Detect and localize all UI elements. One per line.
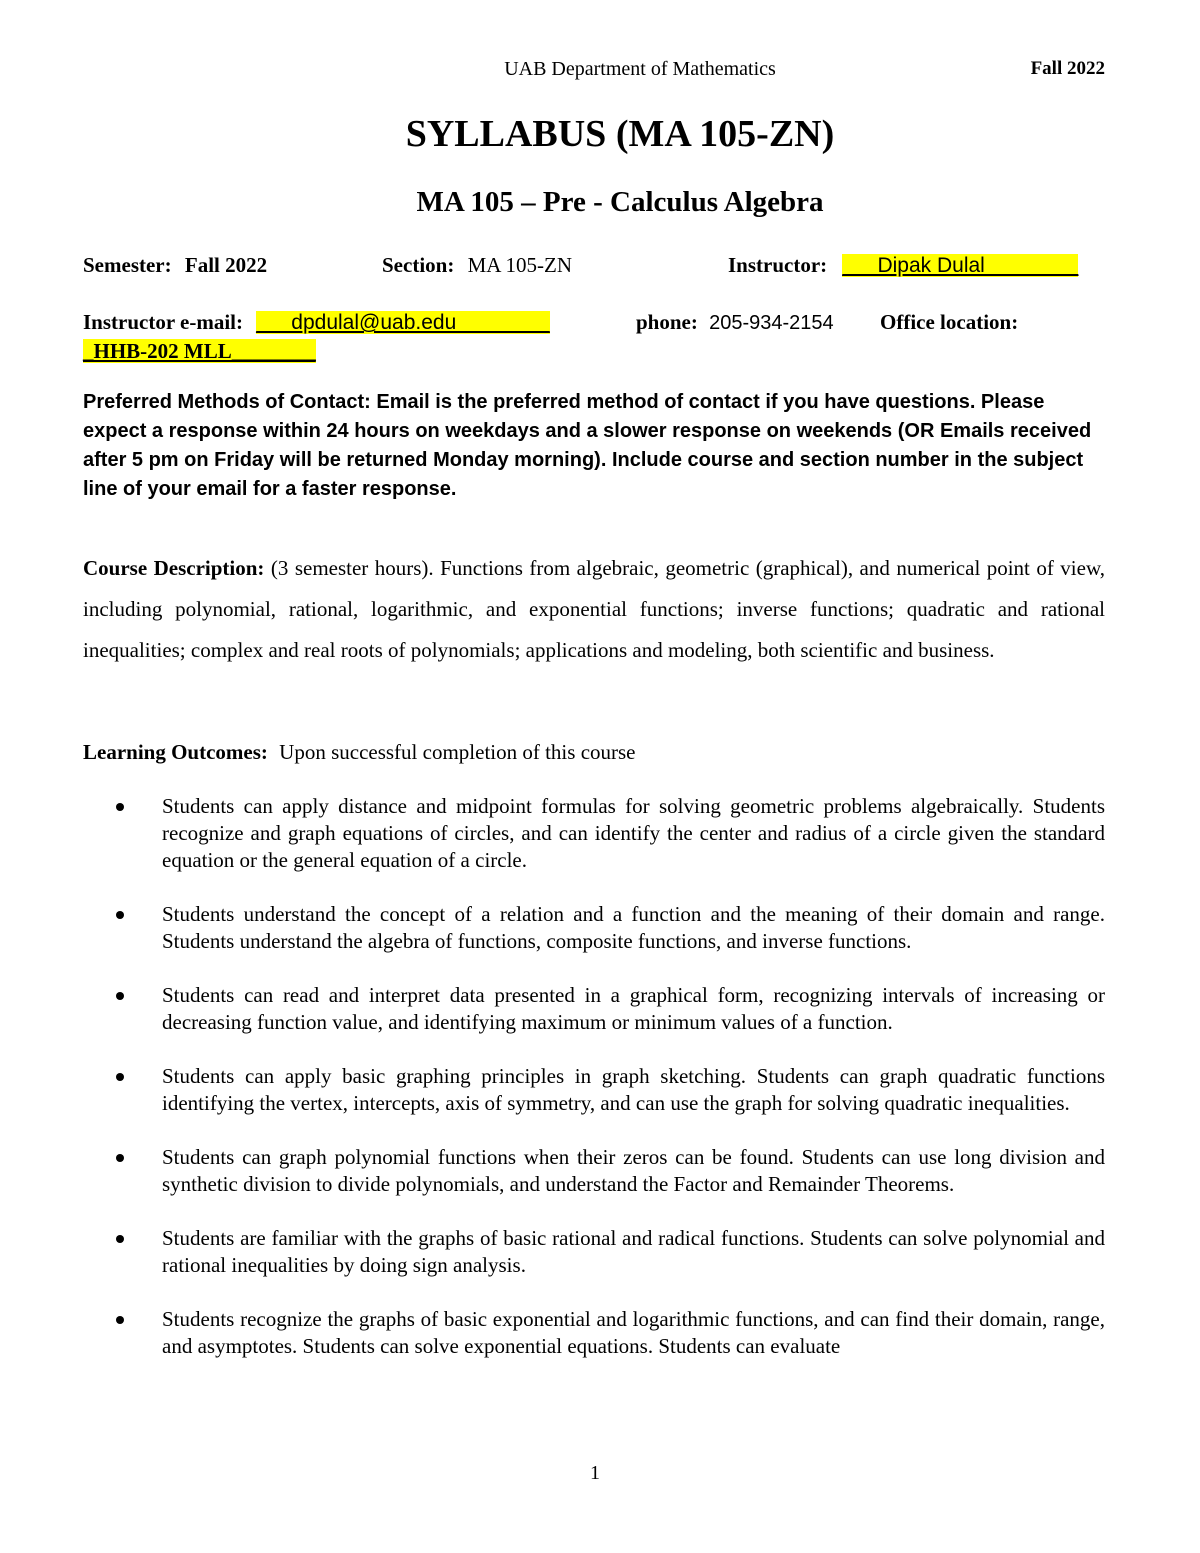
header-term: Fall 2022 bbox=[1030, 58, 1105, 79]
semester-value: Fall 2022 bbox=[184, 253, 268, 277]
instructor-field bbox=[728, 253, 1078, 278]
list-item bbox=[162, 793, 1105, 874]
instructor-label: Instructor: bbox=[728, 253, 828, 277]
description-text: (3 semester hours). Functions from algebraic, geometric (graphical), and numerical point of view, including polynomial, rational, logarithmic, and exponential functions; inverse functions; quadratic and rational inequalities; complex and real roots of polynomials; applications and modeling, both scientific and business. bbox=[83, 556, 1105, 662]
outcome-text: Students understand the concept of a relation and a function and the meaning of their domain and range. Students understand the algebra of functions, composite functions, and inverse functions. bbox=[162, 902, 1105, 953]
outcome-text: Students recognize the graphs of basic exponential and logarithmic functions, and can find their domain, range, and asymptotes. Students can solve exponential equations. Students can evaluate bbox=[162, 1307, 1105, 1358]
office-field bbox=[880, 310, 1018, 335]
bullet-icon bbox=[116, 1073, 124, 1081]
syllabus-title: SYLLABUS (MA 105-ZN) bbox=[405, 113, 835, 155]
outcome-text: Students can read and interpret data presented in a graphical form, recognizing intervals of increasing or decreasing function value, and identifying maximum or minimum values of a function. bbox=[162, 983, 1105, 1034]
office-value-line bbox=[83, 339, 316, 364]
bullet-icon bbox=[116, 1154, 124, 1162]
contact-paragraph bbox=[83, 388, 1113, 504]
page-number: 1 bbox=[590, 1462, 600, 1484]
list-item bbox=[162, 1225, 1105, 1279]
email-label: Instructor e-mail: bbox=[83, 310, 243, 334]
bullet-icon bbox=[116, 911, 124, 919]
email-link[interactable]: ___dpdulal@uab.edu________ bbox=[256, 311, 550, 334]
office-label: Office location: bbox=[880, 310, 1019, 334]
section-field bbox=[382, 253, 572, 278]
section-value: MA 105-ZN bbox=[467, 253, 572, 277]
contact-label: Preferred Methods of Contact: bbox=[83, 391, 371, 413]
list-item bbox=[162, 1144, 1105, 1198]
outcome-text: Students can graph polynomial functions when their zeros can be found. Students can use long division and synthetic division to divide polynomials, and understand the Factor and Remainder Theorems. bbox=[162, 1145, 1105, 1196]
outcome-text: Students can apply distance and midpoint formulas for solving geometric problems algebraically. Students recognize and graph equations of circles, and can identify the center and radius of a circle given the standard equation or the general equation of a circle. bbox=[162, 794, 1105, 872]
course-subtitle: MA 105 – Pre - Calculus Algebra bbox=[416, 186, 824, 218]
list-item bbox=[162, 982, 1105, 1036]
contact-text: Email is the preferred method of contact if you have questions. Please expect a response within 24 hours on weekdays and a slower response on weekends (OR Emails received after 5 pm on Friday will be returned Monday morning). Include course and section number in the subject line of your email for a faster response. bbox=[83, 391, 1092, 500]
email-field bbox=[83, 310, 550, 335]
list-item bbox=[162, 1306, 1105, 1360]
list-item bbox=[162, 901, 1105, 955]
bullet-icon bbox=[116, 992, 124, 1000]
phone-label: phone: bbox=[636, 310, 698, 334]
header-department: UAB Department of Mathematics bbox=[504, 58, 776, 80]
course-description bbox=[83, 548, 1105, 671]
section-label: Section: bbox=[382, 253, 455, 277]
learning-outcomes-intro: Upon successful completion of this course bbox=[279, 740, 636, 764]
description-label: Course Description: bbox=[83, 556, 265, 580]
semester-field bbox=[83, 253, 267, 278]
learning-outcomes-heading bbox=[83, 740, 636, 765]
semester-label: Semester: bbox=[83, 253, 172, 277]
office-value: _HHB-202 MLL________ bbox=[83, 339, 316, 363]
bullet-icon bbox=[116, 1316, 124, 1324]
phone-field bbox=[636, 310, 834, 335]
instructor-name: ___Dipak Dulal________ bbox=[842, 254, 1079, 277]
bullet-icon bbox=[116, 803, 124, 811]
bullet-icon bbox=[116, 1235, 124, 1243]
phone-value: 205-934-2154 bbox=[709, 312, 834, 334]
outcome-text: Students can apply basic graphing principles in graph sketching. Students can graph quadratic functions identifying the vertex, intercepts, axis of symmetry, and can use the graph for solving quadratic inequalities. bbox=[162, 1064, 1105, 1115]
list-item bbox=[162, 1063, 1105, 1117]
learning-outcomes-label: Learning Outcomes: bbox=[83, 740, 268, 764]
outcome-text: Students are familiar with the graphs of basic rational and radical functions. Students can solve polynomial and rational inequalities by doing sign analysis. bbox=[162, 1226, 1105, 1277]
learning-outcomes-list bbox=[162, 793, 1105, 1387]
